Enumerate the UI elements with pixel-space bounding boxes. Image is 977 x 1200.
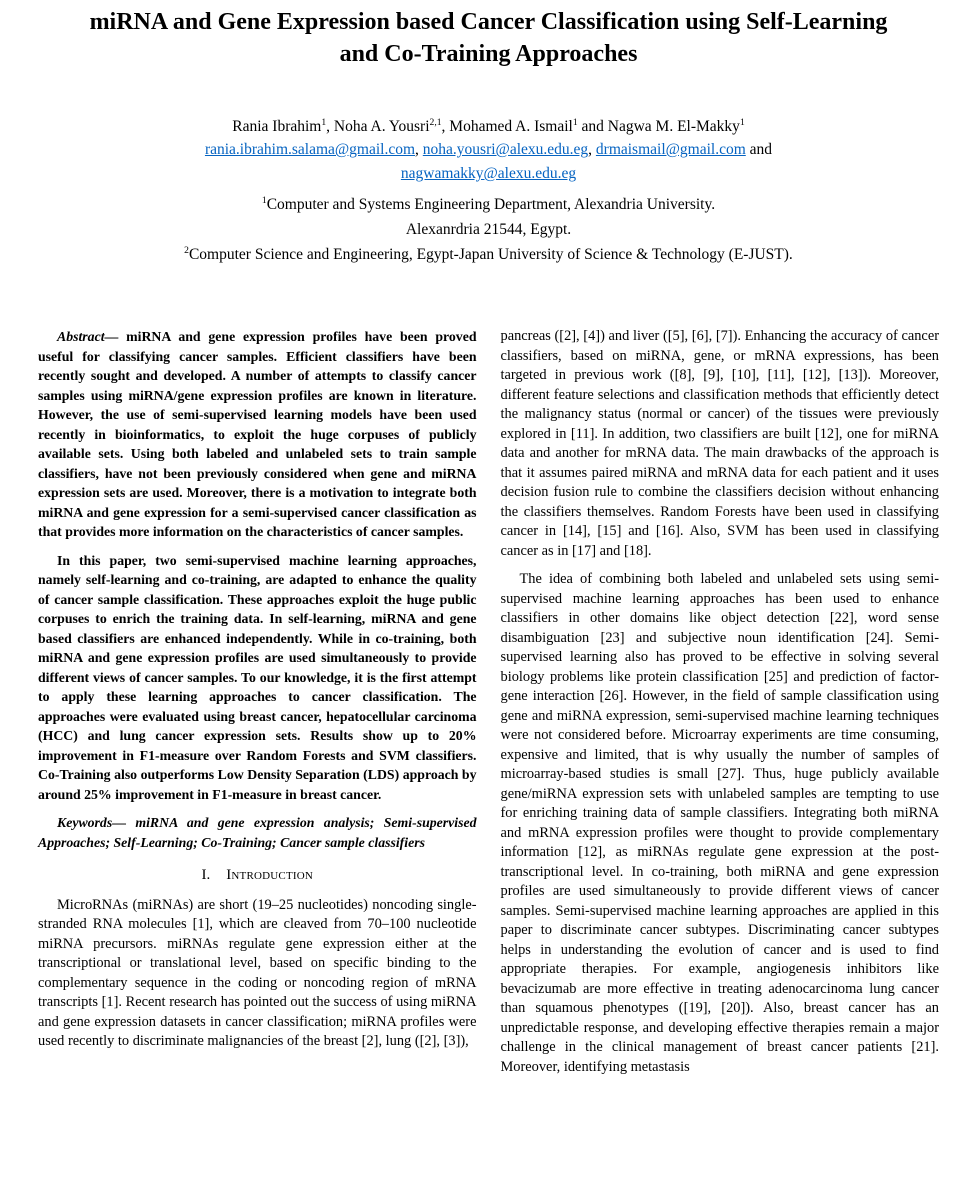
keywords-line: Keywords— miRNA and gene expression analysis; Semi-supervised Approaches; Self-Learning; Co-Training; Cancer sample classifiers [38,815,477,850]
introduction-paragraph-2: The idea of combining both labeled and unlabeled sets using semi-supervised machine learning approaches has been used to enhance classifiers in other domains like object detection [22], word sense disambiguation [23] and subjective noun identification [24]. Semi-supervised learning also has proved to be effective in solving several biology problems like protein classification [25] and prediction of factor-gene interaction [26]. However, in the field of sample classification using gene and miRNA expression, semi-supervised machine learning techniques were not considered before. Microarray experiments are time consuming, expensive and limited, that is why usually the number of samples of microarray-based studies is small [27]. Thus, huge publicly available gene/miRNA expression sets with unlabeled samples are tempting to use for enriching training data of sample classifiers. Integrating both miRNA and mRNA expression profiles were thought to provide complementary information [12], as miRNAs regulate gene expression at the post-transcriptional level. In co-training, both miRNA and gene expression profiles are used simultaneously to provide different views of cancer samples. Semi-supervised machine learning approaches are applied in this paper to discriminate cancer subtypes. Discriminating cancer subtypes helps in understanding the evolution of cancer and is used to find appropriate therapies. For example, angiogenesis inhibitors like bevacizumab are more effective in treating adenocarcinoma lung cancer than squamous phenotypes ([19], [20]). Also, breast cancer has an unpredictable response, and developing effective therapies remain a major challenge in the clinical management of breast cancer patients [21]. Moreover, identifying metastasis [500,571,939,1075]
email-separator: , [588,141,596,159]
affiliations-block [38,192,939,267]
abstract-text-1: — miRNA and gene expression profiles have been proved useful for classifying cancer samples. Efficient classifiers have been recently sought and developed. A number of attempts to classify cancer samples using miRNA/gene expression profiles are known in literature. However, the use of semi-supervised learning models have been used recently in bioinformatics, to exploit the huge corpuses of publicly available sets. Using both labeled and unlabeled sets to train sample classifiers, have not been previously considered when gene and miRNA expression sets are used. Moreover, there is a motivation to integrate both miRNA and gene expression for a semi-supervised cancer classification as that provides more information on the characteristics of cancer samples. [38,329,477,540]
author-name: Nagwa M. El-Makky [607,117,740,135]
author-name: Noha A. Yousri [333,117,430,135]
author-name: Rania Ibrahim [232,117,322,135]
email-separator: and [745,141,773,159]
two-column-body [38,327,939,1086]
email-link[interactable]: nagwamakky@alexu.edu.eg [400,165,577,183]
abstract-text-2: In this paper, two semi-supervised machine learning approaches, namely self-learning and co-training, are adapted to enhance the quality of cancer sample classification. These approaches exploit the huge public corpuses to enrich the training data. In self-learning, miRNA and gene based classifiers are enhanced independently. While in co-training, both miRNA and gene expression profiles are used simultaneously to provide different views of cancer samples. To our knowledge, it is the first attempt to apply these learning approaches to cancer classification. The approaches were evaluated using breast cancer, hepatocellular carcinoma (HCC) and lung cancer expression sets. Results show up to 20% improvement in F1-measure over Random Forests and SVM classifiers. Co-Training also outperforms Low Density Separation (LDS) approach by around 25% improvement in F1-measure in breast cancer. [38,552,477,802]
author [608,118,745,135]
email-link[interactable]: drmaismail@gmail.com [595,141,746,159]
author-line [38,115,939,138]
affiliation-line [38,217,939,242]
section-heading-introduction [38,866,477,886]
author [232,118,334,135]
author-superscript: 1 [739,116,745,128]
author-separator: and [577,117,608,135]
author-separator: , [326,117,334,135]
abstract-paragraph-2 [38,551,477,805]
email-line [38,138,939,186]
email-link[interactable]: rania.ibrahim.salama@gmail.com [204,141,416,159]
affiliation-superscript: 1 [261,194,267,206]
affiliation-superscript: 2 [184,245,189,257]
affiliation-line [38,242,939,267]
author-superscript: 1 [572,116,578,128]
email-line-2 [38,162,939,186]
email-line-1 [38,138,939,162]
affiliation-text: Computer Science and Engineering, Egypt-Japan University of Science & Technology (E-JUST). [188,246,793,264]
author [449,118,608,135]
abstract-paragraph-1 [38,327,477,542]
affiliation-text: Alexanrdria 21544, Egypt. [405,221,572,239]
introduction-paragraph-1-continued: pancreas ([2], [4]) and liver ([5], [6], [7]). Enhancing the accuracy of cancer classifiers, based on miRNA, gene, or mRNA expressions, has been targeted in previous work ([8], [9], [10], [11], [12], [13]). Moreover, different feature selections and classification methods that efficiently detect the malignancy status (normal or cancer) of the tissues were previously explored in [11]. In addition, two classifiers are built [12], one for miRNA data and another for mRNA data. The main drawbacks of the approach is that it assumes paired miRNA and mRNA data for each patient and it uses decision fusion rule to combine the classifiers decision without enhancing the classifiers themselves. Random Forests have been used in classifying cancer in [14], [15] and [16]. Also, SVM has been used in classifying cancer as in [17] and [18]. [500,328,939,559]
author [334,118,449,135]
email-separator: , [415,141,423,159]
paper-title: miRNA and Gene Expression based Cancer Classification using Self-Learning and Co-Training Approaches [89,9,888,68]
author-superscript: 1 [321,116,327,128]
author-name: Mohamed A. Ismail [449,117,573,135]
abstract-label: Abstract [57,329,105,345]
affiliation-text: Computer and Systems Engineering Department, Alexandria University. [266,196,716,214]
section-title: Introduction [226,867,314,884]
affiliation-line [38,192,939,217]
author-separator: , [441,117,450,135]
left-column [38,327,477,1086]
author-superscript: 2,1 [429,116,442,128]
email-link[interactable]: noha.yousri@alexu.edu.eg [422,141,589,159]
right-column [501,327,940,1086]
section-number: I. [201,867,211,884]
introduction-paragraph-1: MicroRNAs (miRNAs) are short (19–25 nucleotides) noncoding single-stranded RNA molecules [1], which are cleaved from 70–100 nucleotide miRNA precursors. miRNAs regulate gene expression either at the transcriptional or translational level, based on specific binding to the complementary sequence in the coding or noncoding region of mRNA transcripts [1]. Recent research has pointed out the success of using miRNA and gene expression datasets in cancer classification; miRNA profiles were used recently to discriminate malignancies of the breast [2], lung ([2], [3]), [38,896,477,1050]
